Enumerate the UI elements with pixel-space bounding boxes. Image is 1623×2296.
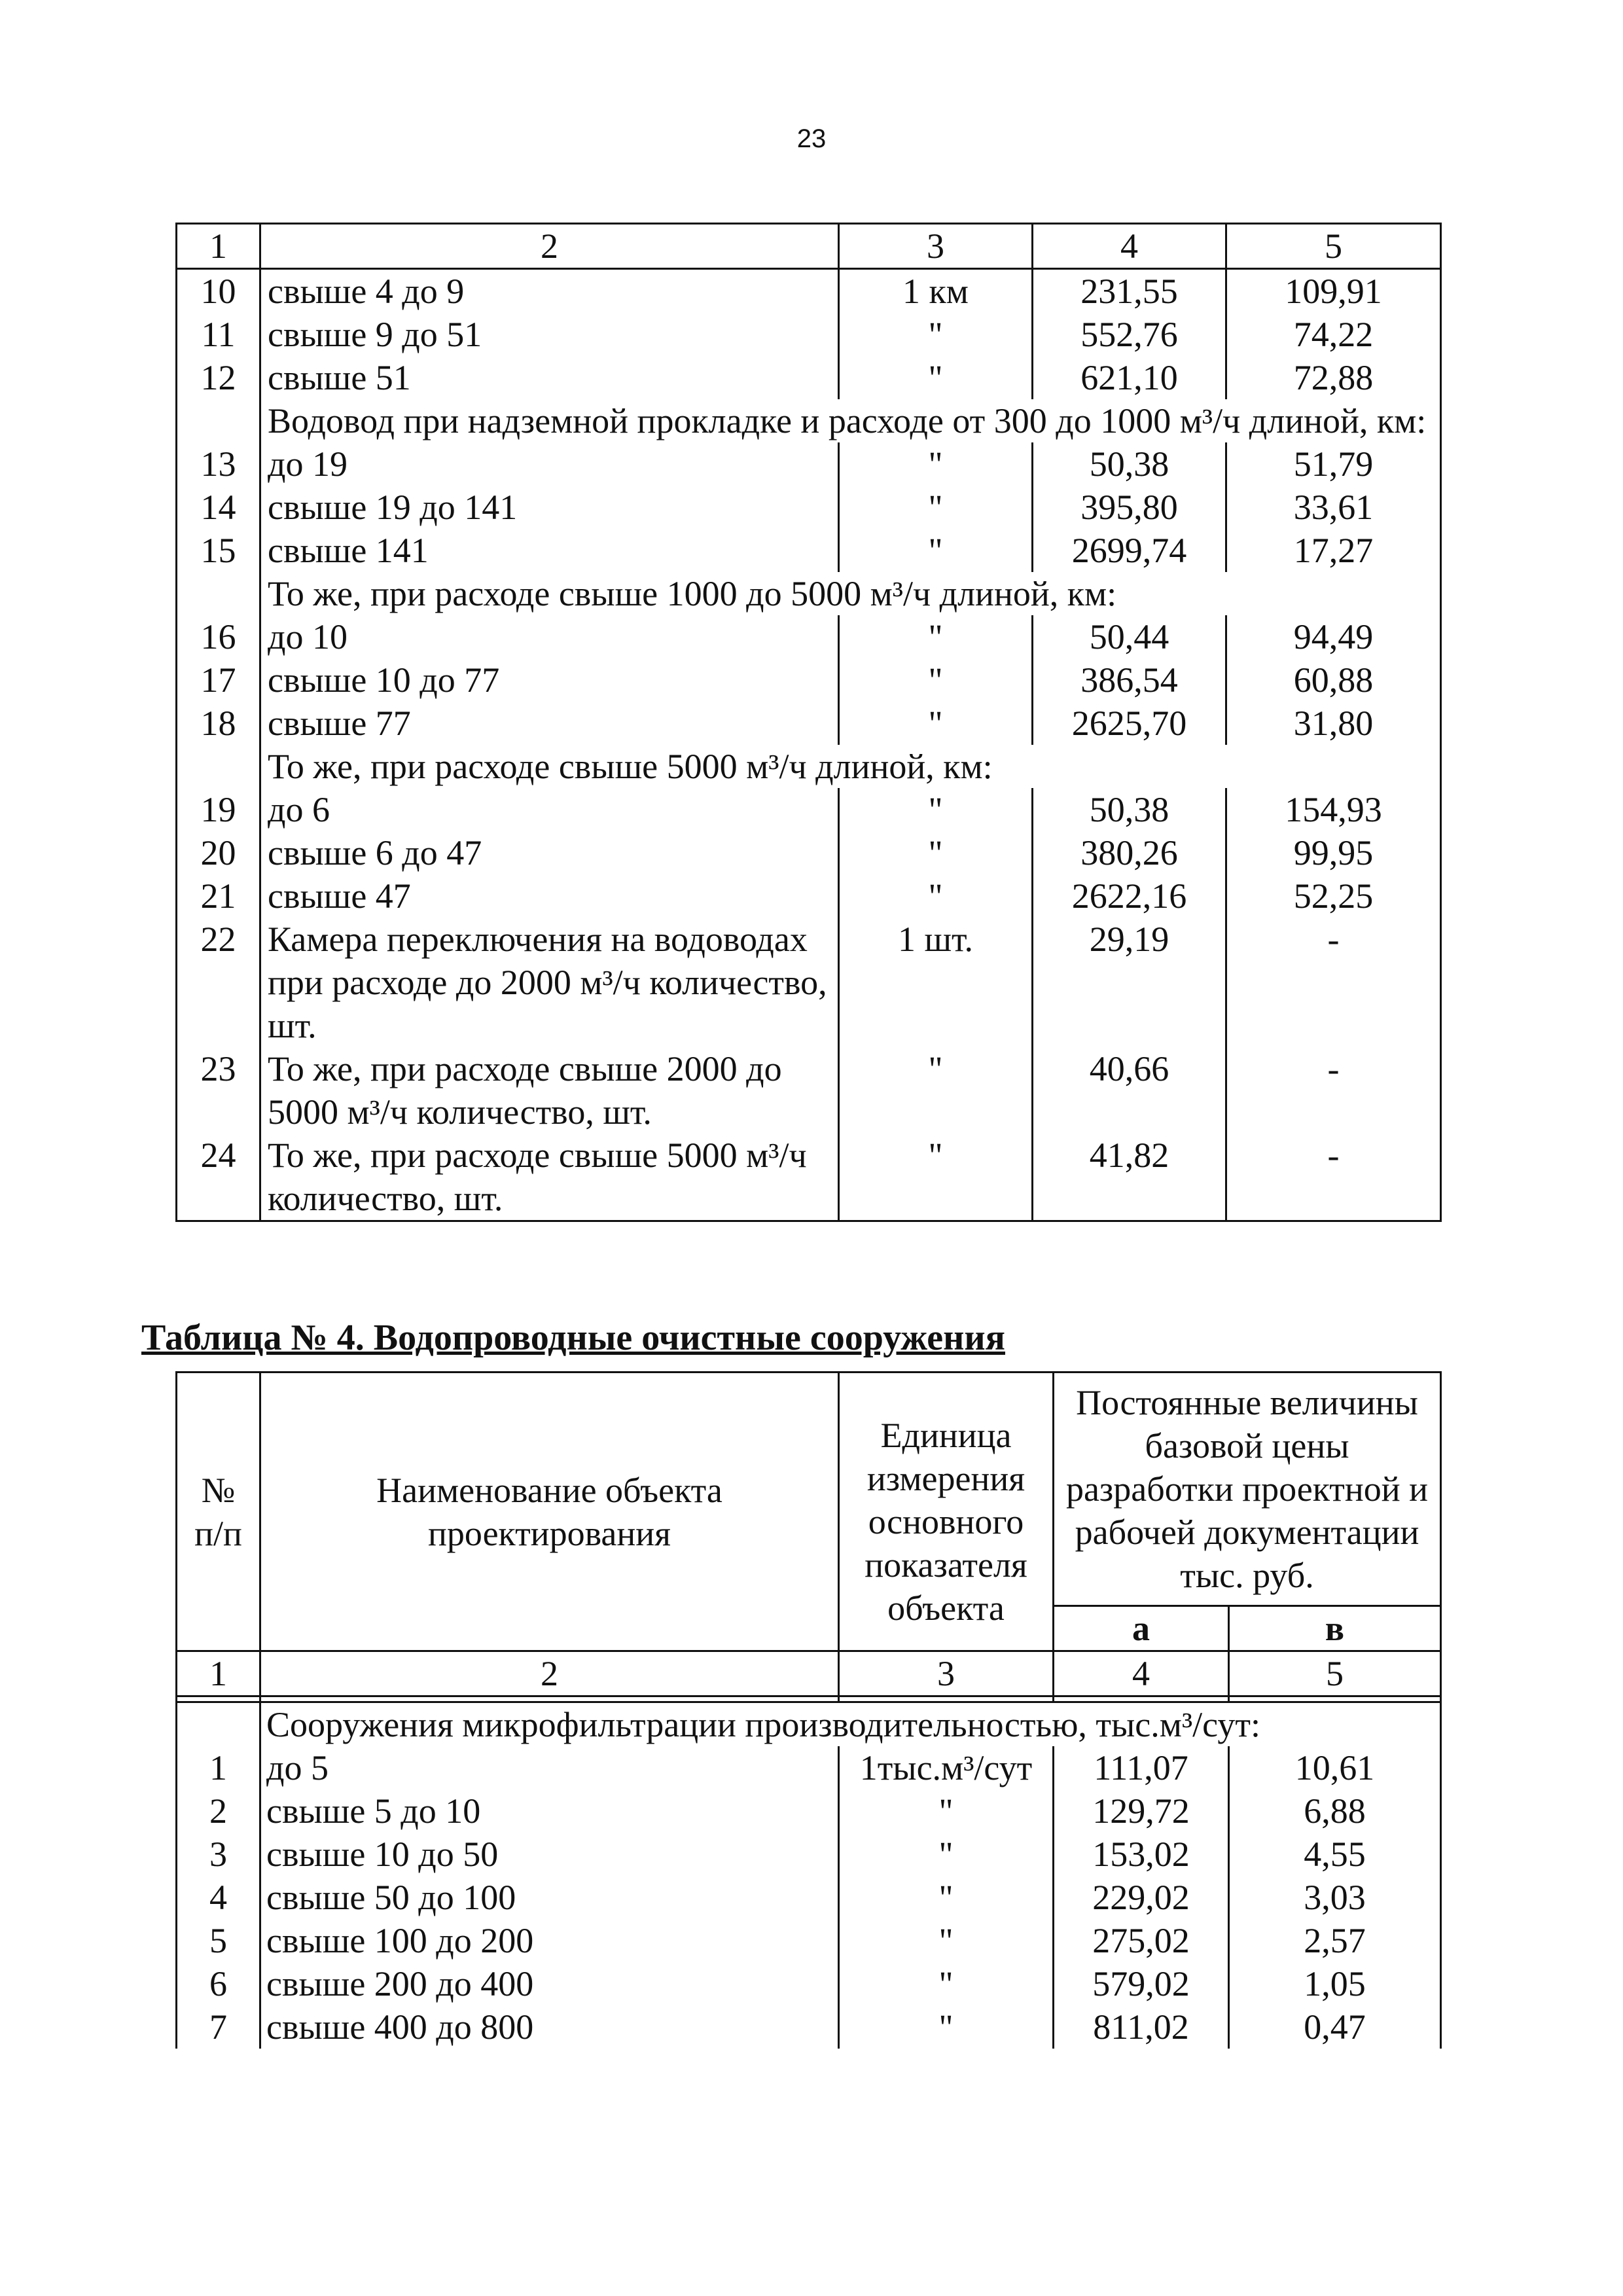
unit-cell: "	[839, 831, 1033, 874]
unit-cell: "	[839, 1047, 1033, 1134]
unit-cell: "	[839, 1134, 1033, 1221]
value-a: 29,19	[1033, 918, 1226, 1047]
row-number: 20	[177, 831, 260, 874]
row-number: 24	[177, 1134, 260, 1221]
value-a: 275,02	[1054, 1919, 1229, 1962]
unit-cell: "	[839, 1789, 1054, 1833]
table-row	[177, 1047, 1441, 1134]
row-number: 15	[177, 529, 260, 572]
value-a: 50,44	[1033, 615, 1226, 658]
value-b: 51,79	[1226, 442, 1441, 486]
value-b: 154,93	[1226, 788, 1441, 831]
value-b: -	[1226, 918, 1441, 1047]
row-number: 7	[177, 2005, 260, 2049]
value-a: 111,07	[1054, 1746, 1229, 1789]
group-heading-row	[177, 572, 1441, 615]
value-b: 60,88	[1226, 658, 1441, 702]
numbering-cell: 4	[1054, 1651, 1229, 1696]
row-number: 17	[177, 658, 260, 702]
object-name: до 10	[260, 615, 839, 658]
unit-cell: "	[839, 788, 1033, 831]
table-row	[177, 615, 1441, 658]
unit-cell: "	[839, 356, 1033, 399]
table-row	[177, 269, 1441, 314]
object-name: свыше 200 до 400	[260, 1962, 839, 2005]
value-b: 31,80	[1226, 702, 1441, 745]
value-a: 579,02	[1054, 1962, 1229, 2005]
row-number	[177, 745, 260, 788]
value-b: -	[1226, 1047, 1441, 1134]
subheader-a: а	[1054, 1606, 1229, 1651]
table-row	[177, 831, 1441, 874]
row-number: 10	[177, 269, 260, 314]
table-row	[177, 313, 1441, 356]
row-number: 3	[177, 1833, 260, 1876]
row-number: 5	[177, 1919, 260, 1962]
value-b: 3,03	[1229, 1876, 1441, 1919]
separator-cell	[839, 1696, 1054, 1702]
row-number: 4	[177, 1876, 260, 1919]
value-b: 99,95	[1226, 831, 1441, 874]
object-name: до 6	[260, 788, 839, 831]
value-a: 621,10	[1033, 356, 1226, 399]
value-b: 1,05	[1229, 1962, 1441, 2005]
group-heading: То же, при расходе свыше 5000 м³/ч длиной, км:	[260, 745, 1441, 788]
row-number: 2	[177, 1789, 260, 1833]
value-a: 386,54	[1033, 658, 1226, 702]
unit-cell: "	[839, 658, 1033, 702]
separator-row	[177, 1696, 1441, 1702]
header-name: Наименование объекта проектирования	[260, 1372, 839, 1651]
unit-cell: 1тыс.м³/сут	[839, 1746, 1054, 1789]
table-row	[177, 1789, 1441, 1833]
unit-cell: "	[839, 486, 1033, 529]
unit-cell: "	[839, 615, 1033, 658]
table-row	[177, 788, 1441, 831]
object-name: То же, при расходе свыше 5000 м³/ч количество, шт.	[260, 1134, 839, 1221]
object-name: Камера переключения на водоводах при расходе до 2000 м³/ч количество, шт.	[260, 918, 839, 1047]
table-row	[177, 874, 1441, 918]
value-a: 552,76	[1033, 313, 1226, 356]
table-continuation	[175, 223, 1442, 1222]
value-b: 0,47	[1229, 2005, 1441, 2049]
table-water-treatment	[175, 1371, 1442, 2049]
value-a: 2625,70	[1033, 702, 1226, 745]
table-row	[177, 529, 1441, 572]
header-unit: Единица измерения основного показателя объекта	[839, 1372, 1054, 1651]
value-b: 52,25	[1226, 874, 1441, 918]
row-number: 11	[177, 313, 260, 356]
value-b: 109,91	[1226, 269, 1441, 314]
header-num: № п/п	[177, 1372, 260, 1651]
value-a: 395,80	[1033, 486, 1226, 529]
header-cell: 4	[1033, 224, 1226, 269]
row-number: 16	[177, 615, 260, 658]
value-a: 229,02	[1054, 1876, 1229, 1919]
header-cell: 5	[1226, 224, 1441, 269]
row-number: 19	[177, 788, 260, 831]
row-number: 18	[177, 702, 260, 745]
value-a: 50,38	[1033, 788, 1226, 831]
unit-cell: "	[839, 1919, 1054, 1962]
object-name: до 5	[260, 1746, 839, 1789]
value-b: 33,61	[1226, 486, 1441, 529]
value-a: 153,02	[1054, 1833, 1229, 1876]
table-row	[177, 658, 1441, 702]
object-name: свыше 50 до 100	[260, 1876, 839, 1919]
value-b: 72,88	[1226, 356, 1441, 399]
separator-cell	[1229, 1696, 1441, 1702]
separator-cell	[177, 1696, 260, 1702]
value-a: 380,26	[1033, 831, 1226, 874]
unit-cell: 1 шт.	[839, 918, 1033, 1047]
unit-cell: "	[839, 1962, 1054, 2005]
table-row	[177, 2005, 1441, 2049]
table-row	[177, 486, 1441, 529]
unit-cell: "	[839, 874, 1033, 918]
row-number	[177, 1702, 260, 1747]
table-row	[177, 1876, 1441, 1919]
table-row	[177, 1962, 1441, 2005]
header-cell: 2	[260, 224, 839, 269]
value-b: 2,57	[1229, 1919, 1441, 1962]
table-header-row	[177, 224, 1441, 269]
group-heading-row	[177, 1702, 1441, 1747]
table-row	[177, 442, 1441, 486]
subheader-b: в	[1229, 1606, 1441, 1651]
object-name: до 19	[260, 442, 839, 486]
unit-cell: 1 км	[839, 269, 1033, 314]
value-a: 231,55	[1033, 269, 1226, 314]
row-number	[177, 399, 260, 442]
table-row	[177, 918, 1441, 1047]
numbering-cell: 1	[177, 1651, 260, 1696]
value-b: 4,55	[1229, 1833, 1441, 1876]
row-number: 21	[177, 874, 260, 918]
object-name: свыше 10 до 50	[260, 1833, 839, 1876]
header-cell: 1	[177, 224, 260, 269]
table-row	[177, 1134, 1441, 1221]
object-name: свыше 77	[260, 702, 839, 745]
object-name: свыше 51	[260, 356, 839, 399]
group-heading: Водовод при надземной прокладке и расходе от 300 до 1000 м³/ч длиной, км:	[260, 399, 1441, 442]
value-b: 6,88	[1229, 1789, 1441, 1833]
row-number: 22	[177, 918, 260, 1047]
group-heading-row	[177, 745, 1441, 788]
table-row	[177, 1746, 1441, 1789]
table-header-row	[177, 1372, 1441, 1606]
value-a: 40,66	[1033, 1047, 1226, 1134]
value-a: 2622,16	[1033, 874, 1226, 918]
table-row	[177, 702, 1441, 745]
value-b: 74,22	[1226, 313, 1441, 356]
value-b: 10,61	[1229, 1746, 1441, 1789]
row-number: 12	[177, 356, 260, 399]
group-heading: Сооружения микрофильтрации производительностью, тыс.м³/сут:	[260, 1702, 1441, 1747]
value-a: 811,02	[1054, 2005, 1229, 2049]
header-cell: 3	[839, 224, 1033, 269]
object-name: свыше 141	[260, 529, 839, 572]
table-row	[177, 1919, 1441, 1962]
table-row	[177, 356, 1441, 399]
object-name: свыше 9 до 51	[260, 313, 839, 356]
numbering-cell: 2	[260, 1651, 839, 1696]
unit-cell: "	[839, 1833, 1054, 1876]
separator-cell	[1054, 1696, 1229, 1702]
table-numbering-row	[177, 1651, 1441, 1696]
row-number: 14	[177, 486, 260, 529]
row-number: 23	[177, 1047, 260, 1134]
value-a: 2699,74	[1033, 529, 1226, 572]
value-a: 50,38	[1033, 442, 1226, 486]
unit-cell: "	[839, 702, 1033, 745]
numbering-cell: 3	[839, 1651, 1054, 1696]
object-name: свыше 400 до 800	[260, 2005, 839, 2049]
object-name: свыше 6 до 47	[260, 831, 839, 874]
object-name: свыше 47	[260, 874, 839, 918]
table-row	[177, 1833, 1441, 1876]
row-number: 1	[177, 1746, 260, 1789]
value-b: -	[1226, 1134, 1441, 1221]
unit-cell: "	[839, 2005, 1054, 2049]
group-heading-row	[177, 399, 1441, 442]
unit-cell: "	[839, 313, 1033, 356]
separator-cell	[260, 1696, 839, 1702]
object-name: свыше 19 до 141	[260, 486, 839, 529]
value-a: 41,82	[1033, 1134, 1226, 1221]
page-number: 23	[796, 124, 827, 153]
table-caption: Таблица № 4. Водопроводные очистные сооружения	[141, 1318, 1005, 1358]
group-heading: То же, при расходе свыше 1000 до 5000 м³/ч длиной, км:	[260, 572, 1441, 615]
object-name: свыше 10 до 77	[260, 658, 839, 702]
row-number	[177, 572, 260, 615]
value-a: 129,72	[1054, 1789, 1229, 1833]
numbering-cell: 5	[1229, 1651, 1441, 1696]
row-number: 6	[177, 1962, 260, 2005]
unit-cell: "	[839, 442, 1033, 486]
object-name: свыше 5 до 10	[260, 1789, 839, 1833]
object-name: То же, при расходе свыше 2000 до 5000 м³/ч количество, шт.	[260, 1047, 839, 1134]
row-number: 13	[177, 442, 260, 486]
unit-cell: "	[839, 1876, 1054, 1919]
value-b: 94,49	[1226, 615, 1441, 658]
unit-cell: "	[839, 529, 1033, 572]
value-b: 17,27	[1226, 529, 1441, 572]
header-price: Постоянные величины базовой цены разработки проектной и рабочей документации тыс. руб.	[1054, 1372, 1441, 1606]
object-name: свыше 4 до 9	[260, 269, 839, 314]
object-name: свыше 100 до 200	[260, 1919, 839, 1962]
